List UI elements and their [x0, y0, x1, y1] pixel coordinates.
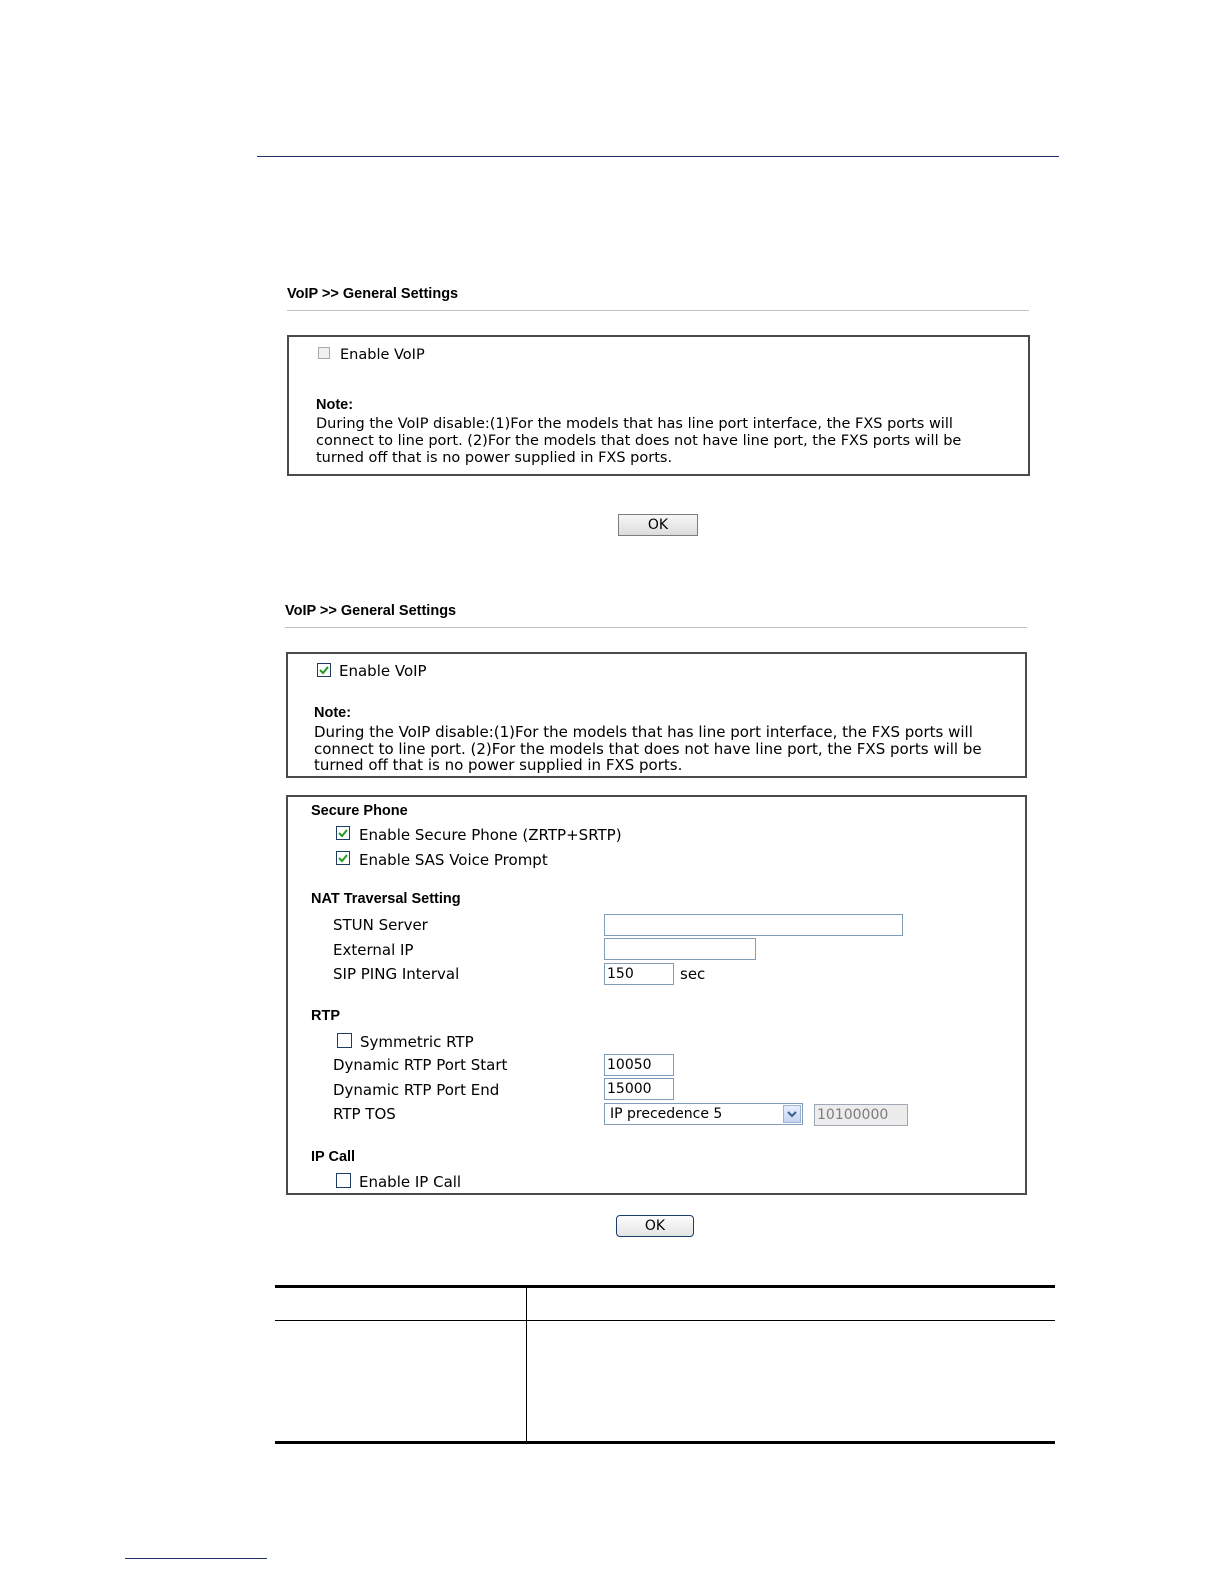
panel1-note-line: During the VoIP disable:(1)For the models that has line port interface, the FXS ports will	[316, 416, 953, 432]
stun-server-input[interactable]	[604, 914, 903, 936]
table-bottom-rule	[275, 1441, 1055, 1444]
enable-secure-phone-checkbox[interactable]	[336, 826, 350, 840]
panel1-enable-voip-label: Enable VoIP	[340, 347, 425, 363]
enable-sas-voice-prompt-label: Enable SAS Voice Prompt	[359, 851, 548, 869]
panel2-enable-voip-checkbox[interactable]	[317, 663, 331, 677]
rtp-port-end-input[interactable]: 15000	[604, 1078, 674, 1100]
panel2-voip-box	[286, 652, 1027, 778]
panel2-note-line: During the VoIP disable:(1)For the models that has line port interface, the FXS ports will	[314, 723, 973, 741]
nat-traversal-title: NAT Traversal Setting	[311, 891, 461, 907]
panel2-note-line: turned off that is no power supplied in FXS ports.	[314, 756, 683, 774]
enable-ip-call-checkbox[interactable]	[336, 1173, 351, 1188]
check-icon	[337, 827, 349, 839]
rtp-title: RTP	[311, 1008, 340, 1024]
header-rule	[257, 156, 1059, 157]
symmetric-rtp-checkbox[interactable]	[337, 1033, 352, 1048]
rtp-tos-label: RTP TOS	[333, 1105, 396, 1123]
panel1-ok-button[interactable]: OK	[618, 514, 698, 536]
stun-server-label: STUN Server	[333, 916, 428, 934]
panel1-title: VoIP >> General Settings	[287, 286, 459, 302]
enable-secure-phone-label: Enable Secure Phone (ZRTP+SRTP)	[359, 826, 622, 844]
table-top-rule	[275, 1285, 1055, 1288]
panel1-title-rule	[287, 310, 1029, 311]
rtp-port-start-label: Dynamic RTP Port Start	[333, 1056, 508, 1074]
enable-ip-call-label: Enable IP Call	[359, 1173, 462, 1191]
panel2-title-rule	[285, 627, 1027, 628]
ip-call-title: IP Call	[311, 1149, 356, 1165]
panel1-note-title: Note:	[316, 397, 354, 413]
symmetric-rtp-label: Symmetric RTP	[360, 1033, 474, 1051]
rtp-port-start-input[interactable]: 10050	[604, 1054, 674, 1076]
panel2-enable-voip-label: Enable VoIP	[339, 662, 427, 680]
external-ip-label: External IP	[333, 941, 414, 959]
table-column-divider	[526, 1286, 527, 1442]
chevron-down-icon[interactable]	[783, 1105, 801, 1123]
footer-rule	[125, 1558, 267, 1559]
external-ip-input[interactable]	[604, 938, 756, 960]
panel1-enable-voip-checkbox[interactable]	[318, 347, 330, 359]
panel1-voip-box	[287, 335, 1030, 476]
rtp-tos-value-input: 10100000	[814, 1104, 908, 1126]
panel1-note-line: turned off that is no power supplied in FXS ports.	[316, 450, 673, 466]
secure-phone-title: Secure Phone	[311, 803, 408, 819]
panel2-title: VoIP >> General Settings	[285, 603, 457, 619]
panel1-note-line: connect to line port. (2)For the models that does not have line port, the FXS ports will be	[316, 433, 962, 449]
rtp-port-end-label: Dynamic RTP Port End	[333, 1081, 500, 1099]
check-icon	[318, 664, 330, 676]
table-header-rule	[275, 1320, 1055, 1321]
enable-sas-voice-prompt-checkbox[interactable]	[336, 851, 350, 865]
sip-ping-interval-label: SIP PING Interval	[333, 965, 460, 983]
sip-ping-interval-input[interactable]: 150	[604, 963, 674, 985]
panel2-settings-box	[286, 795, 1027, 1195]
panel2-ok-button[interactable]: OK	[616, 1215, 694, 1237]
sip-ping-unit: sec	[680, 965, 706, 983]
check-icon	[337, 852, 349, 864]
rtp-tos-selected: IP precedence 5	[610, 1106, 723, 1122]
panel2-note-line: connect to line port. (2)For the models that does not have line port, the FXS ports will be	[314, 740, 982, 758]
panel2-note-title: Note:	[314, 705, 352, 721]
rtp-tos-select[interactable]	[604, 1103, 803, 1125]
